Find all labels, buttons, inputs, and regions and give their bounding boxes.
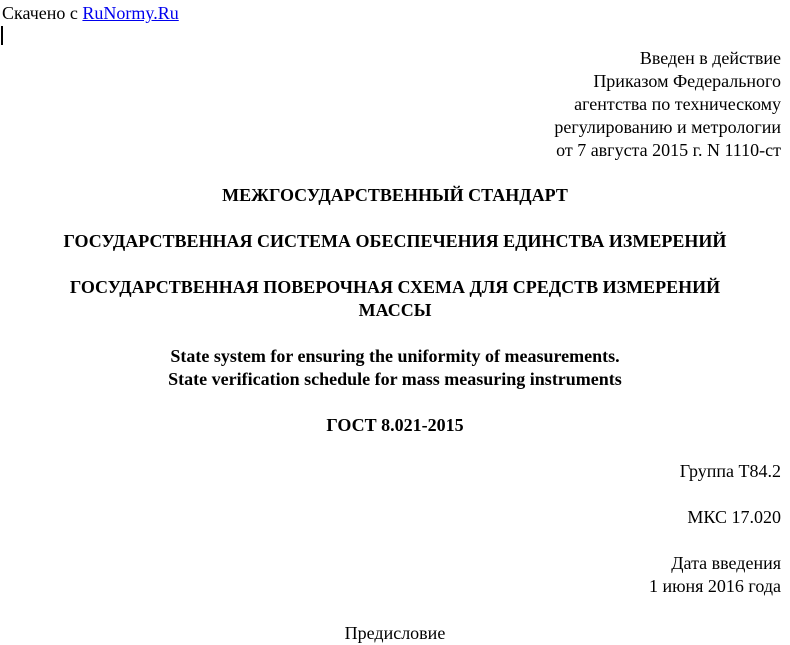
english-title-line2: State verification schedule for mass measuring instruments: [168, 369, 622, 389]
approval-line: регулированию и метрологии: [554, 117, 781, 137]
introduction-block: [649, 552, 781, 598]
english-title-block: [0, 345, 790, 391]
source-prefix: Скачено с: [2, 3, 83, 23]
approval-block: [554, 47, 781, 162]
system-title-heading: [0, 230, 790, 253]
standard-type-heading: [0, 184, 790, 207]
schedule-title-heading: [0, 276, 790, 322]
source-line: [2, 2, 179, 25]
text-cursor: [1, 26, 3, 45]
introduction-label: Дата введения: [671, 553, 781, 573]
approval-line: агентства по техническому: [574, 94, 781, 114]
standard-type: МЕЖГОСУДАРСТВЕННЫЙ СТАНДАРТ: [222, 185, 568, 205]
designation-heading: [0, 414, 790, 437]
approval-line: Введен в действие: [639, 48, 781, 68]
mks-code: МКС 17.020: [687, 507, 781, 527]
english-title-line1: State system for ensuring the uniformity of measurements.: [170, 346, 620, 366]
schedule-title-line2: МАССЫ: [358, 300, 432, 320]
system-title: ГОСУДАРСТВЕННАЯ СИСТЕМА ОБЕСПЕЧЕНИЯ ЕДИНСТВА ИЗМЕРЕНИЙ: [63, 231, 727, 251]
source-link[interactable]: RuNormy.Ru: [82, 3, 179, 23]
designation: ГОСТ 8.021-2015: [326, 415, 464, 435]
schedule-title-line1: ГОСУДАРСТВЕННАЯ ПОВЕРОЧНАЯ СХЕМА ДЛЯ СРЕДСТВ ИЗМЕРЕНИЙ: [69, 277, 721, 297]
foreword-heading: Предисловие: [344, 623, 446, 643]
introduction-date: 1 июня 2016 года: [648, 576, 781, 596]
group-code: Группа Т84.2: [679, 461, 781, 481]
approval-line: от 7 августа 2015 г. N 1110-ст: [556, 140, 781, 160]
approval-line: Приказом Федерального: [593, 71, 781, 91]
